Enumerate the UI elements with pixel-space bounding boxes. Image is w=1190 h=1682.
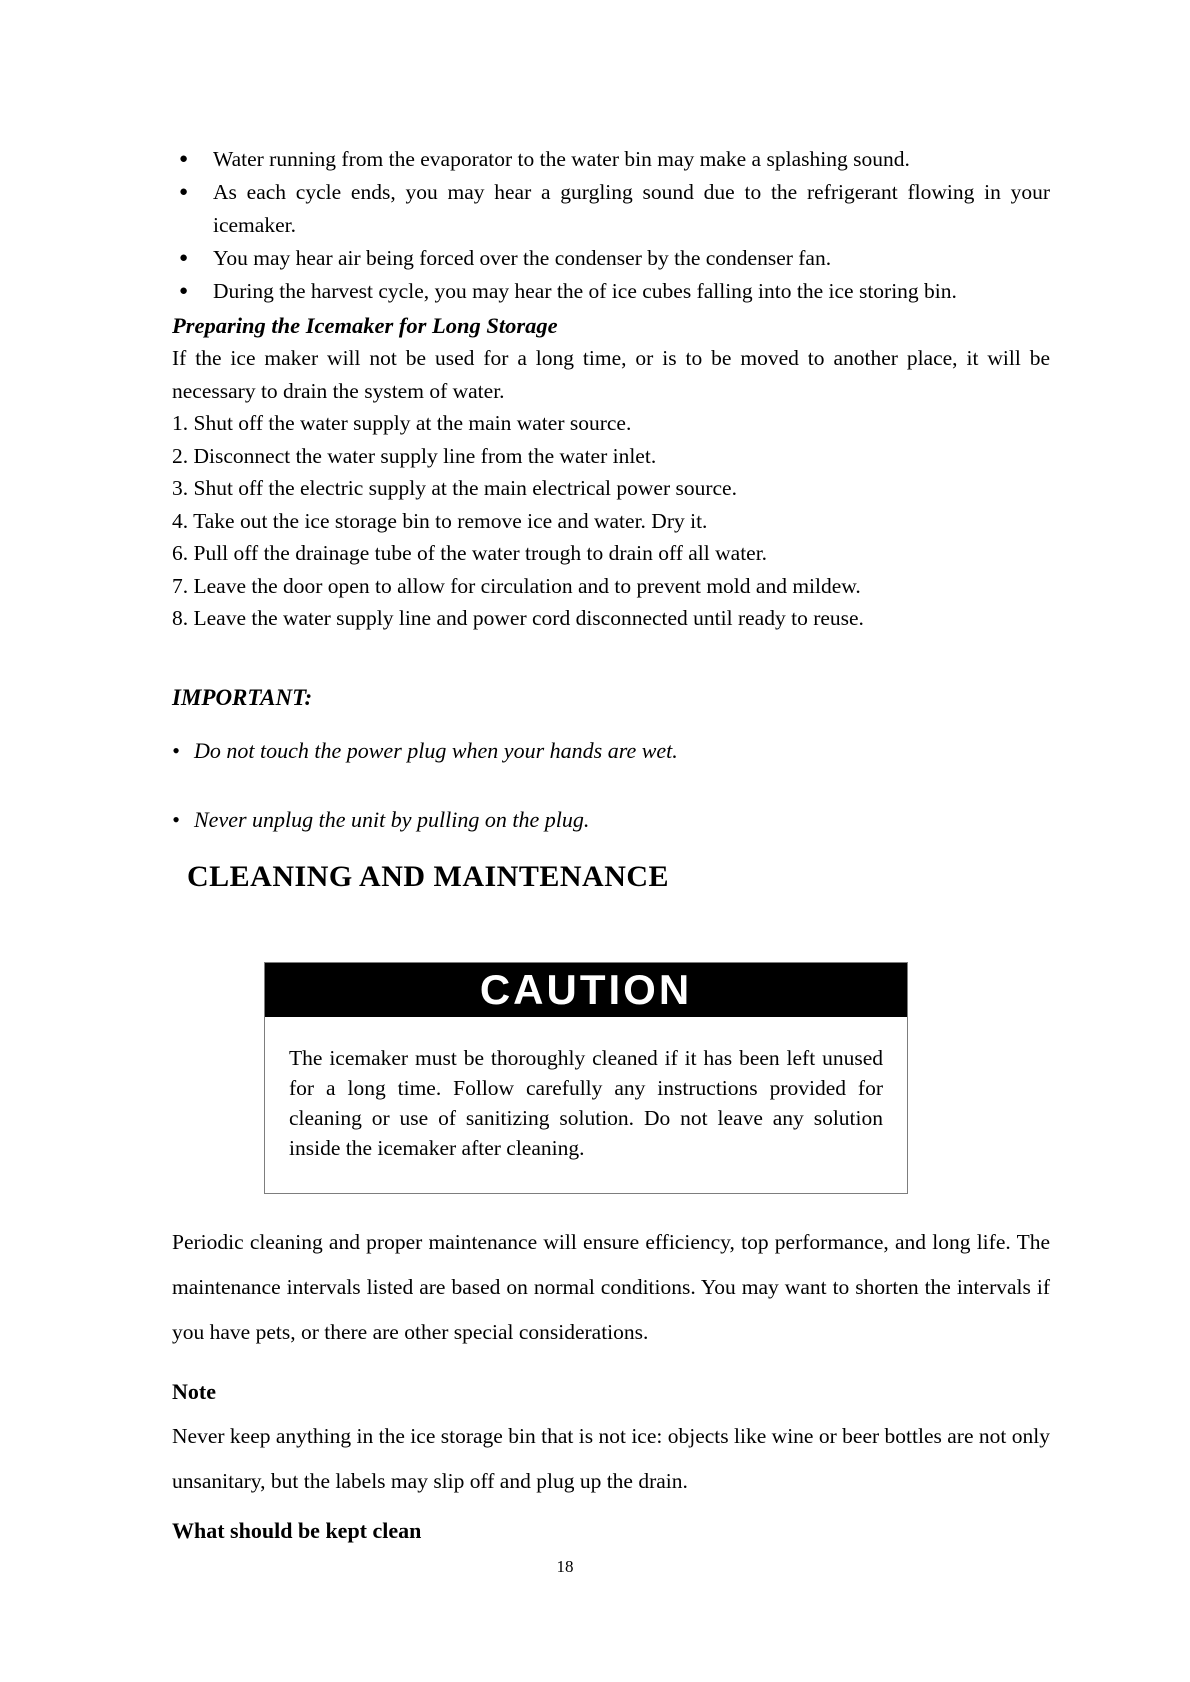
kept-clean-heading: What should be kept clean xyxy=(172,1517,422,1543)
important-heading: IMPORTANT: xyxy=(172,684,313,710)
important-item-text: Do not touch the power plug when your hands are wet. xyxy=(194,737,678,763)
disc-bullet-icon: ● xyxy=(179,250,189,266)
dot-bullet-icon: • xyxy=(172,737,180,763)
list-item-text: Water running from the evaporator to the water bin may make a splashing sound. xyxy=(213,147,910,171)
list-item-text: As each cycle ends, you may hear a gurgling sound due to the refrigerant flowing in your icemaker. xyxy=(213,180,1050,237)
long-storage-steps xyxy=(172,407,1050,635)
cleaning-section-heading: CLEANING AND MAINTENANCE xyxy=(187,859,670,893)
note-heading: Note xyxy=(172,1378,216,1404)
storage-step: 4. Take out the ice storage bin to remove ice and water. Dry it. xyxy=(172,508,708,533)
storage-step: 3. Shut off the electric supply at the main electrical power source. xyxy=(172,476,737,500)
storage-step: 1. Shut off the water supply at the main water source. xyxy=(172,411,632,435)
caution-body-text: The icemaker must be thoroughly cleaned if it has been left unused for a long time. Follow carefully any instructions provided for cleaning or use of sanitizing solution. Do not leave any solution inside the icemaker after cleaning. xyxy=(289,1045,883,1160)
list-item-text: You may hear air being forced over the condenser by the condenser fan. xyxy=(213,246,832,270)
storage-step: 6. Pull off the drainage tube of the water trough to drain off all water. xyxy=(172,541,768,565)
long-storage-intro: If the ice maker will not be used for a long time, or is to be moved to another place, it will be necessary to drain the system of water. xyxy=(172,346,1050,403)
storage-step: 8. Leave the water supply line and power cord disconnected until ready to reuse. xyxy=(172,606,864,630)
important-item xyxy=(172,803,1050,836)
caution-box xyxy=(264,962,908,1194)
important-item xyxy=(172,734,1050,767)
list-item xyxy=(172,242,1050,275)
operating-sounds-list xyxy=(172,143,1050,308)
storage-step: 7. Leave the door open to allow for circulation and to prevent mold and mildew. xyxy=(172,573,861,598)
disc-bullet-icon: ● xyxy=(179,151,189,167)
periodic-cleaning-paragraph: Periodic cleaning and proper maintenance will ensure efficiency, top performance, and long life. The maintenance intervals listed are based on normal conditions. You may want to shorten the intervals if you have pets, or there are other special considerations. xyxy=(172,1229,1050,1344)
note-body-text: Never keep anything in the ice storage bin that is not ice: objects like wine or beer bottles are not only unsanitary, but the labels may slip off and plug up the drain. xyxy=(172,1423,1050,1493)
important-item-text: Never unplug the unit by pulling on the plug. xyxy=(194,806,590,832)
list-item xyxy=(172,176,1050,242)
storage-step: 2. Disconnect the water supply line from the water inlet. xyxy=(172,443,657,468)
list-item-text: During the harvest cycle, you may hear the of ice cubes falling into the ice storing bin. xyxy=(213,279,957,303)
disc-bullet-icon: ● xyxy=(179,283,189,299)
list-item xyxy=(172,275,1050,308)
page-number: 18 xyxy=(556,1557,574,1576)
page-content xyxy=(172,143,1050,1553)
dot-bullet-icon: • xyxy=(172,806,180,832)
disc-bullet-icon: ● xyxy=(179,184,189,200)
caution-title: CAUTION xyxy=(265,963,907,1017)
long-storage-heading: Preparing the Icemaker for Long Storage xyxy=(172,313,558,338)
list-item xyxy=(172,143,1050,176)
